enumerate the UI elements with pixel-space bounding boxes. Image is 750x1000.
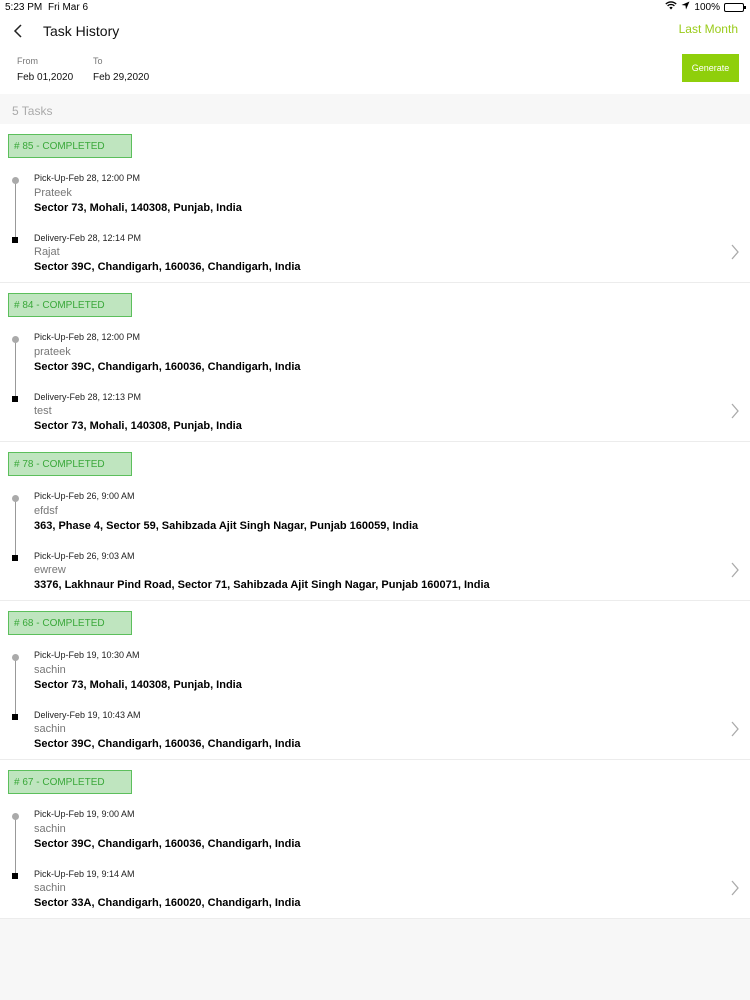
location-arrow-icon: [681, 1, 690, 13]
generate-button[interactable]: Generate: [682, 54, 739, 82]
pickup-dot-icon: [12, 654, 19, 661]
status-badge: # 85 - COMPLETED: [8, 134, 132, 158]
delivery-square-icon: [12, 555, 18, 561]
chevron-left-icon: [13, 24, 23, 38]
second-stop-address: 3376, Lakhnaur Pind Road, Sector 71, Sahibzada Ajit Singh Nagar, Punjab 160071, India: [34, 579, 490, 591]
status-date: Fri Mar 6: [48, 2, 88, 13]
nav-bar: [0, 16, 750, 46]
second-stop-address: Sector 73, Mohali, 140308, Punjab, India: [34, 420, 242, 432]
first-stop-name: sachin: [34, 664, 66, 676]
pickup-dot-icon: [12, 177, 19, 184]
task-card[interactable]: [0, 760, 750, 919]
first-stop-address: 363, Phase 4, Sector 59, Sahibzada Ajit Singh Nagar, Punjab 160059, India: [34, 520, 419, 532]
first-stop-address: Sector 39C, Chandigarh, 160036, Chandigarh, India: [34, 361, 301, 373]
task-card[interactable]: [0, 283, 750, 442]
battery-icon: [724, 3, 744, 12]
timeline-line: [15, 656, 16, 718]
delivery-square-icon: [12, 714, 18, 720]
task-card[interactable]: [0, 601, 750, 760]
to-date[interactable]: Feb 29,2020: [93, 72, 150, 83]
timeline-line: [15, 179, 16, 241]
status-badge: # 68 - COMPLETED: [8, 611, 132, 635]
status-badge: # 84 - COMPLETED: [8, 293, 132, 317]
timeline-line: [15, 815, 16, 877]
second-stop-name: ewrew: [34, 564, 66, 576]
second-stop-label: Pick-Up-Feb 19, 9:14 AM: [34, 869, 135, 879]
status-right: [665, 1, 744, 13]
first-stop-label: Pick-Up-Feb 26, 9:00 AM: [34, 491, 135, 501]
second-stop-name: Rajat: [34, 246, 60, 258]
task-card[interactable]: [0, 124, 750, 283]
page-title: Task History: [43, 23, 120, 39]
second-stop-label: Delivery-Feb 28, 12:14 PM: [34, 233, 142, 243]
chevron-right-icon: [730, 244, 740, 260]
first-stop-label: Pick-Up-Feb 28, 12:00 PM: [34, 173, 141, 183]
chevron-right-icon: [730, 403, 740, 419]
from-label: From: [17, 56, 38, 66]
second-stop-address: Sector 33A, Chandigarh, 160020, Chandigarh, India: [34, 897, 301, 909]
delivery-square-icon: [12, 873, 18, 879]
first-stop-address: Sector 73, Mohali, 140308, Punjab, India: [34, 202, 242, 214]
second-stop-name: test: [34, 405, 52, 417]
wifi-icon: [665, 1, 677, 13]
task-count: 5 Tasks: [12, 104, 53, 118]
pickup-dot-icon: [12, 813, 19, 820]
second-stop-name: sachin: [34, 882, 66, 894]
from-date[interactable]: Feb 01,2020: [17, 72, 74, 83]
first-stop-name: efdsf: [34, 505, 58, 517]
status-badge: # 67 - COMPLETED: [8, 770, 132, 794]
second-stop-address: Sector 39C, Chandigarh, 160036, Chandigarh, India: [34, 261, 301, 273]
status-time: 5:23 PM: [5, 2, 43, 13]
delivery-square-icon: [12, 237, 18, 243]
timeline-line: [15, 497, 16, 559]
second-stop-label: Pick-Up-Feb 26, 9:03 AM: [34, 551, 135, 561]
second-stop-label: Delivery-Feb 19, 10:43 AM: [34, 710, 141, 720]
chevron-right-icon: [730, 562, 740, 578]
chevron-right-icon: [730, 721, 740, 737]
to-label: To: [93, 56, 103, 66]
first-stop-label: Pick-Up-Feb 28, 12:00 PM: [34, 332, 141, 342]
first-stop-address: Sector 73, Mohali, 140308, Punjab, India: [34, 679, 242, 691]
first-stop-name: Prateek: [34, 187, 72, 199]
first-stop-address: Sector 39C, Chandigarh, 160036, Chandigarh, India: [34, 838, 301, 850]
first-stop-name: sachin: [34, 823, 66, 835]
task-list: [0, 124, 750, 919]
status-badge: # 78 - COMPLETED: [8, 452, 132, 476]
delivery-square-icon: [12, 396, 18, 402]
status-bar: [0, 0, 750, 16]
battery-percent: 100%: [694, 1, 720, 13]
second-stop-label: Delivery-Feb 28, 12:13 PM: [34, 392, 142, 402]
chevron-right-icon: [730, 880, 740, 896]
first-stop-label: Pick-Up-Feb 19, 9:00 AM: [34, 809, 135, 819]
pickup-dot-icon: [12, 495, 19, 502]
date-range-panel: [0, 46, 750, 94]
second-stop-name: sachin: [34, 723, 66, 735]
pickup-dot-icon: [12, 336, 19, 343]
first-stop-label: Pick-Up-Feb 19, 10:30 AM: [34, 650, 140, 660]
back-button[interactable]: [8, 20, 28, 42]
first-stop-name: prateek: [34, 346, 71, 358]
task-card[interactable]: [0, 442, 750, 601]
last-month-button[interactable]: Last Month: [678, 22, 738, 36]
timeline-line: [15, 338, 16, 400]
second-stop-address: Sector 39C, Chandigarh, 160036, Chandigarh, India: [34, 738, 301, 750]
